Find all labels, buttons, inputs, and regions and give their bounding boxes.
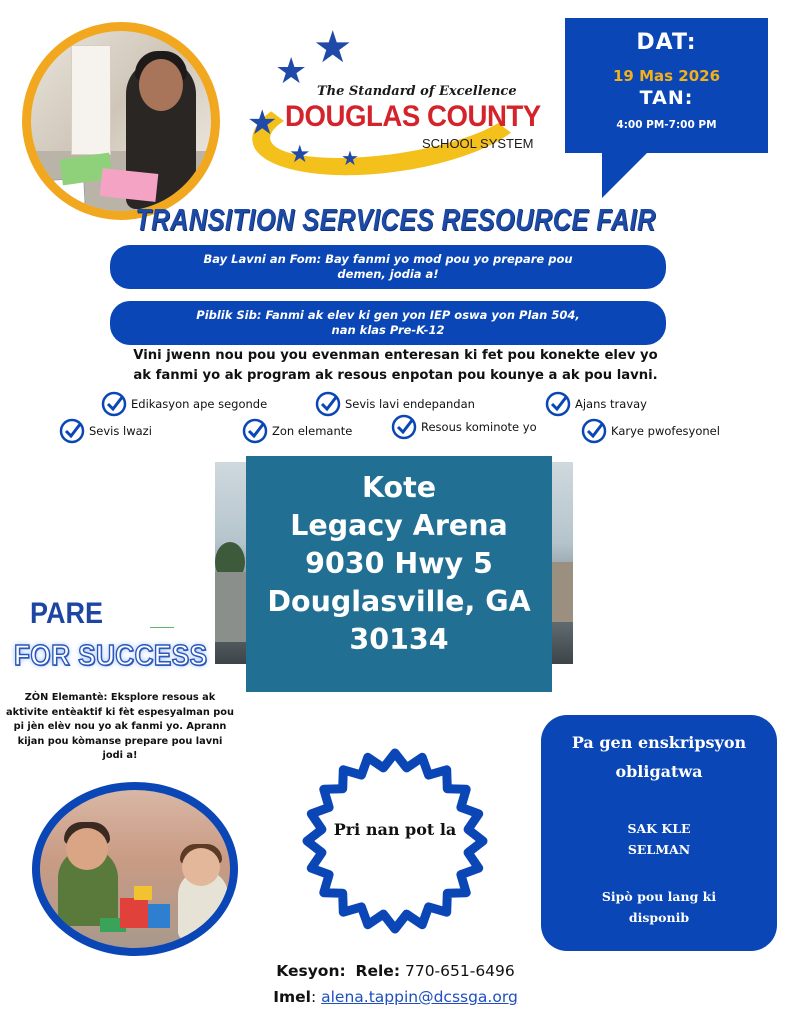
- time-value: 4:00 PM-7:00 PM: [616, 119, 717, 131]
- goal-text: Bay Lavni an Fom: Bay fanmi yo mod pou yo prepare pou demen, jodia a!: [203, 252, 573, 281]
- star-icon: ★: [275, 51, 308, 92]
- venue-street: 9030 Hwy 5: [305, 547, 493, 580]
- topic-item: Sevis lwazi: [59, 418, 152, 444]
- topic-item: Resous kominote yo: [391, 414, 537, 440]
- check-circle-icon: [545, 391, 571, 417]
- topic-item: Edikasyon ape segonde: [101, 391, 267, 417]
- logo-tagline: The Standard of Excellence: [317, 84, 517, 99]
- registration-line: SAK KLE: [627, 821, 691, 836]
- elementary-zone-text: ZÒN Elemantè: Eksplore resous ak aktivite entèaktif ki fèt espesyalman pou pi jèn elèv nou yo ak fanmi yo. Aprann kijan pou kòmanse prepare pou lavni jodi a!: [6, 692, 234, 761]
- intro-text: [60, 346, 731, 386]
- star-icon: ★: [247, 103, 278, 143]
- divider: [150, 627, 174, 628]
- contact-phone-line: [0, 958, 791, 984]
- topic-item: Sevis lavi endepandan: [315, 391, 475, 417]
- registration-box: [541, 715, 777, 951]
- check-circle-icon: [59, 418, 85, 444]
- district-logo: [245, 22, 545, 176]
- check-circle-icon: [391, 414, 417, 440]
- event-date-box: [565, 18, 768, 153]
- page-title: TRANSITION SERVICES RESOURCE FAIR: [135, 202, 656, 237]
- check-circle-icon: [315, 391, 341, 417]
- check-circle-icon: [581, 418, 607, 444]
- registration-line: SELMAN: [627, 842, 691, 857]
- goal-banner: [110, 245, 666, 289]
- logo-name: DOUGLAS COUNTY: [285, 100, 541, 133]
- registration-line: disponib: [628, 910, 690, 925]
- topic-item: Zon elemante: [242, 418, 352, 444]
- date-value: 19 Mas 2026: [612, 67, 721, 85]
- audience-banner: [110, 301, 666, 345]
- pare-heading: PARE: [30, 597, 104, 630]
- phone-number[interactable]: 770-651-6496: [404, 962, 515, 980]
- venue-name: Legacy Arena: [290, 509, 508, 542]
- venue-city: Douglasville, GA: [267, 585, 531, 618]
- contact-email-line: Imel: alena.tappin@dcssga.org: [273, 988, 518, 1006]
- email-link[interactable]: alena.tappin@dcssga.org: [321, 988, 518, 1006]
- star-icon: ★: [289, 140, 311, 168]
- kids-photo: [32, 782, 238, 956]
- phone-label: Rele:: [355, 962, 401, 980]
- location-label: Kote: [361, 471, 437, 504]
- price-text: Pri nan pot la: [333, 820, 457, 839]
- intro-line: ak fanmi yo ak program ak resous enpotan pou kounye a ak pou lavni.: [133, 368, 658, 383]
- contact-info: [0, 958, 791, 1010]
- registration-line: obligatwa: [615, 762, 703, 781]
- presenter-photo: [22, 22, 220, 220]
- logo-subname: SCHOOL SYSTEM: [422, 136, 534, 151]
- topic-item: Ajans travay: [545, 391, 647, 417]
- date-box-tail: [602, 150, 650, 198]
- venue-zip: 30134: [349, 623, 449, 656]
- contact-label: Kesyon:: [276, 962, 346, 980]
- audience-text: Piblik Sib: Fanmi ak elev ki gen yon IEP oswa yon Plan 504, nan klas Pre-K-12: [196, 308, 580, 337]
- price-badge: [300, 746, 490, 936]
- check-circle-icon: [242, 418, 268, 444]
- star-icon: ★: [341, 146, 359, 170]
- success-heading: FOR SUCCESS: [14, 640, 208, 672]
- topic-item: Karye pwofesyonel: [581, 418, 720, 444]
- intro-line: Vini jwenn nou pou you evenman enteresan ki fet pou konekte elev yo: [133, 348, 658, 363]
- time-label: TAN:: [639, 87, 694, 109]
- location-box: [246, 456, 552, 692]
- email-label: Imel: [273, 988, 311, 1006]
- star-icon: ★: [313, 22, 353, 73]
- check-circle-icon: [101, 391, 127, 417]
- date-label: DAT:: [636, 30, 697, 55]
- registration-line: Sipò pou lang ki: [601, 889, 717, 904]
- registration-line: Pa gen enskripsyon: [571, 733, 747, 752]
